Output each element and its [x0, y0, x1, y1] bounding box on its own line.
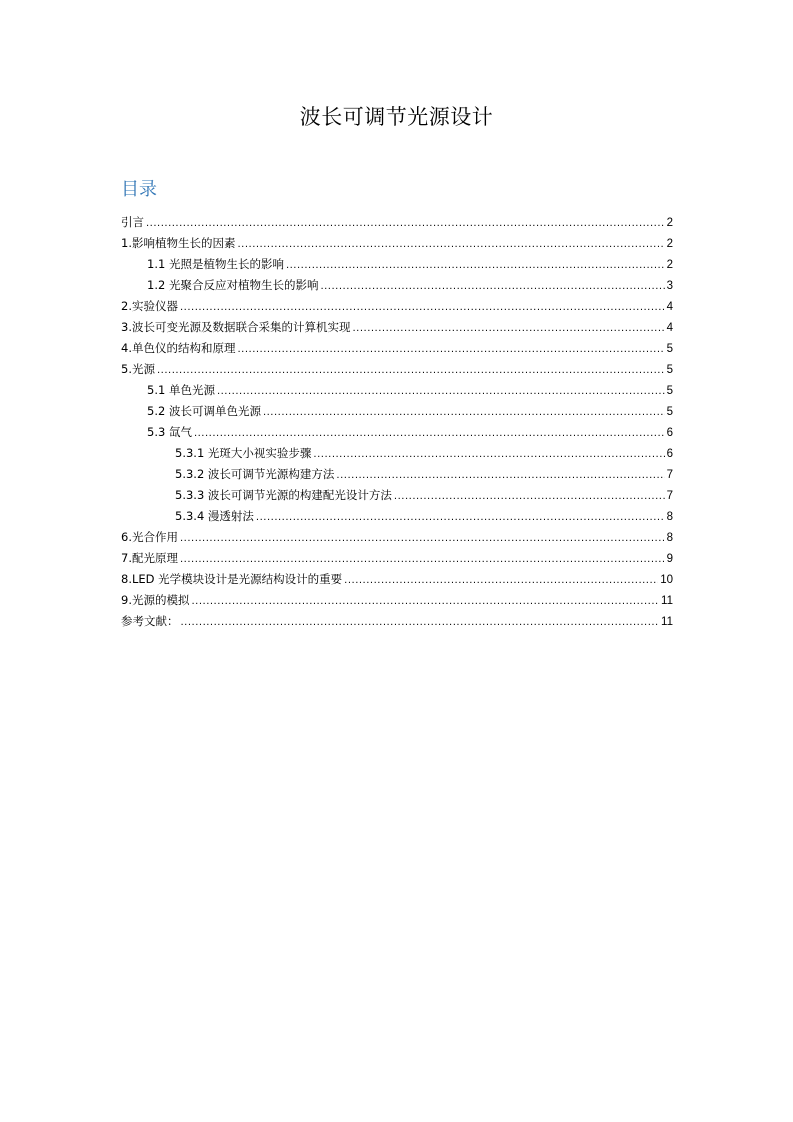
dot-leader — [157, 360, 665, 381]
toc-entry[interactable] — [121, 506, 673, 527]
toc-entry-title: 7.配光原理 — [121, 551, 178, 565]
toc-heading: 目录 — [121, 179, 157, 200]
toc-entry[interactable] — [121, 275, 673, 296]
toc-entry-page: 8 — [666, 511, 673, 523]
toc-entry-page: 2 — [666, 259, 673, 271]
dot-leader — [263, 402, 665, 423]
document-title: 波长可调节光源设计 — [299, 105, 494, 129]
toc-entry-title: 4.单色仪的结构和原理 — [121, 341, 236, 355]
toc-entry-page: 2 — [666, 217, 673, 229]
dot-leader — [256, 507, 665, 528]
toc-entry-page: 7 — [666, 490, 673, 502]
toc-entry-page: 11 — [661, 595, 673, 607]
dot-leader — [180, 549, 665, 570]
toc-entry[interactable] — [121, 443, 673, 464]
toc-entry-page: 4 — [666, 322, 673, 334]
toc-entry[interactable] — [121, 212, 673, 233]
dot-leader — [237, 339, 664, 360]
toc-entry[interactable] — [121, 569, 673, 590]
toc-entry-title: 3.波长可变光源及数据联合采集的计算机实现 — [121, 320, 351, 334]
toc-entry-title: 1.影响植物生长的因素 — [121, 236, 236, 250]
dot-leader — [180, 297, 665, 318]
toc-entry-page: 10 — [660, 574, 673, 586]
dot-leader — [320, 276, 664, 297]
dot-leader — [344, 570, 658, 591]
toc-entry-title: 9.光源的模拟 — [121, 593, 190, 607]
toc-entry-title: 2.实验仪器 — [121, 299, 178, 313]
toc-entry-page: 5 — [666, 343, 673, 355]
toc-entry[interactable] — [121, 254, 673, 275]
toc-entry-title: 5.3.4 漫透射法 — [175, 509, 254, 523]
toc-entry-title: 5.2 波长可调单色光源 — [147, 404, 261, 418]
toc-entry-title: 5.3.2 波长可调节光源构建方法 — [175, 467, 335, 481]
toc-entry-title: 5.3 氙气 — [147, 425, 192, 439]
dot-leader — [352, 318, 664, 339]
toc-entry-page: 2 — [666, 238, 673, 250]
dot-leader — [237, 234, 664, 255]
toc-entry-page: 4 — [666, 301, 673, 313]
toc-entry-title: 5.3.3 波长可调节光源的构建配光设计方法 — [175, 488, 392, 502]
toc-entry-title: 5.1 单色光源 — [147, 383, 215, 397]
dot-leader — [313, 444, 664, 465]
toc-entry[interactable] — [121, 359, 673, 380]
toc-entry-title: 引言 — [121, 215, 144, 229]
dot-leader — [146, 213, 665, 234]
toc-entry[interactable] — [121, 485, 673, 506]
toc-entry[interactable] — [121, 611, 673, 632]
toc-entry-page: 6 — [666, 427, 673, 439]
dot-leader — [394, 486, 665, 507]
dot-leader — [181, 612, 660, 633]
toc-entry-title: 1.2 光聚合反应对植物生长的影响 — [147, 278, 319, 292]
toc-entry-title: 6.光合作用 — [121, 530, 178, 544]
toc-entry-title: 1.1 光照是植物生长的影响 — [147, 257, 284, 271]
toc-entry-page: 5 — [666, 385, 673, 397]
dot-leader — [194, 423, 665, 444]
table-of-contents — [121, 212, 673, 632]
dot-leader — [180, 528, 665, 549]
toc-entry[interactable] — [121, 464, 673, 485]
dot-leader — [217, 381, 665, 402]
toc-entry-page: 5 — [666, 364, 673, 376]
toc-entry[interactable] — [121, 548, 673, 569]
toc-entry[interactable] — [121, 233, 673, 254]
toc-entry-page: 6 — [666, 448, 673, 460]
toc-entry-title: 参考文献： — [121, 614, 179, 628]
dot-leader — [191, 591, 659, 612]
toc-entry-page: 3 — [666, 280, 673, 292]
dot-leader — [286, 255, 665, 276]
toc-entry-page: 9 — [666, 553, 673, 565]
toc-entry[interactable] — [121, 380, 673, 401]
toc-entry-title: 5.3.1 光斑大小视实验步骤 — [175, 446, 312, 460]
toc-entry[interactable] — [121, 527, 673, 548]
toc-entry[interactable] — [121, 338, 673, 359]
toc-entry-title: 8.LED 光学模块设计是光源结构设计的重要 — [121, 572, 343, 586]
dot-leader — [336, 465, 664, 486]
toc-entry[interactable] — [121, 422, 673, 443]
toc-entry-page: 11 — [661, 616, 673, 628]
toc-entry[interactable] — [121, 317, 673, 338]
toc-entry-page: 8 — [666, 532, 673, 544]
toc-entry[interactable] — [121, 296, 673, 317]
toc-entry-title: 5.光源 — [121, 362, 155, 376]
toc-entry-page: 7 — [666, 469, 673, 481]
toc-entry[interactable] — [121, 590, 673, 611]
toc-entry[interactable] — [121, 401, 673, 422]
toc-entry-page: 5 — [666, 406, 673, 418]
